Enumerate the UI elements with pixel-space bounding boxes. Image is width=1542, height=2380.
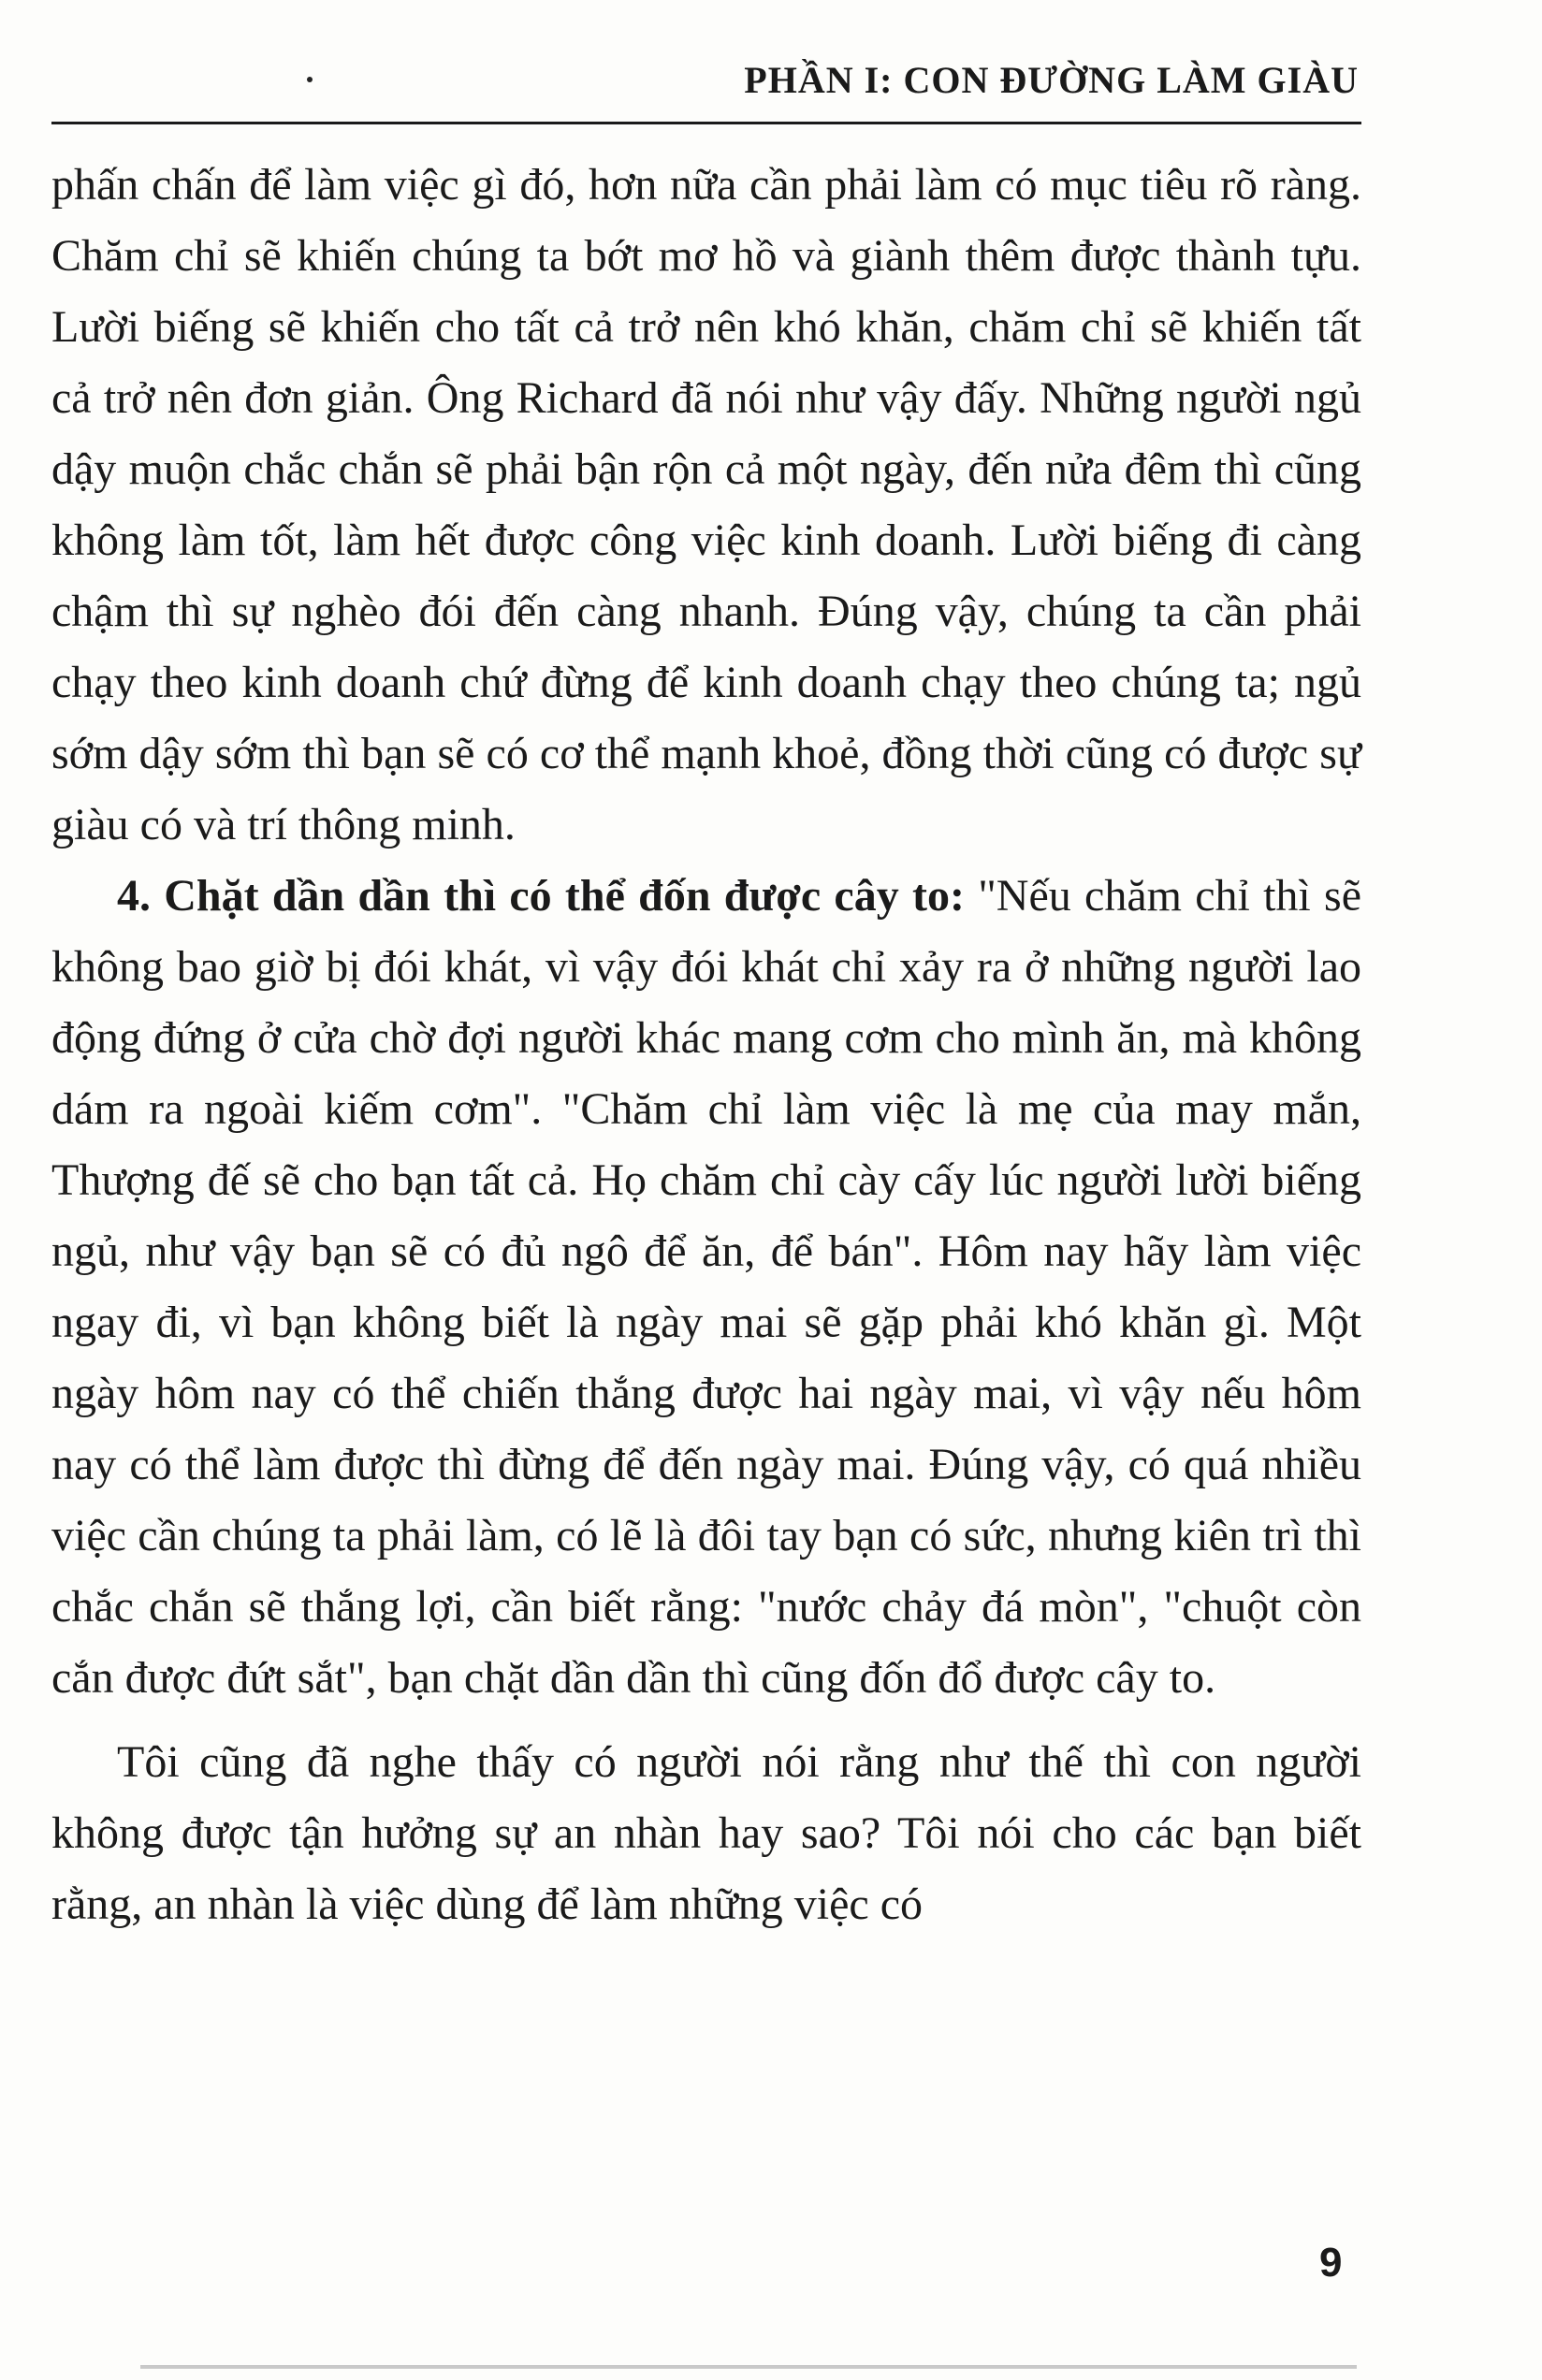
paragraph-2 bbox=[51, 861, 1361, 1714]
body-text bbox=[51, 150, 1361, 1940]
page-number: 9 bbox=[1319, 2240, 1343, 2286]
paragraph-2-body: "Nếu chăm chỉ thì sẽ không bao giờ bị đói khát, vì vậy đói khát chỉ xảy ra ở những người lao động đứng ở cửa chờ đợi người khác mang cơm cho mình ăn, mà không dám ra ngoài kiếm cơm". "Chăm chỉ làm việc là mẹ của may mắn, Thượng đế sẽ cho bạn tất cả. Họ chăm chỉ cày cấy lúc người lười biếng ngủ, như vậy bạn sẽ có đủ ngô để ăn, để bán". Hôm nay hãy làm việc ngay đi, vì bạn không biết là ngày mai sẽ gặp phải khó khăn gì. Một ngày hôm nay có thể chiến thắng được hai ngày mai, vì vậy nếu hôm nay có thể làm được thì đừng để đến ngày mai. Đúng vậy, có quá nhiều việc cần chúng ta phải làm, có lẽ là đôi tay bạn có sức, nhưng kiên trì thì chắc chắn sẽ thắng lợi, cần biết rằng: "nước chảy đá mòn", "chuột còn cắn được đứt sắt", bạn chặt dần dần thì cũng đốn đổ được cây to. bbox=[51, 871, 1361, 1703]
paragraph-1: phấn chấn để làm việc gì đó, hơn nữa cần phải làm có mục tiêu rõ ràng. Chăm chỉ sẽ khiến chúng ta bớt mơ hồ và giành thêm được thành tựu. Lười biếng sẽ khiến cho tất cả trở nên khó khăn, chăm chỉ sẽ khiến tất cả trở nên đơn giản. Ông Richard đã nói như vậy đấy. Những người ngủ dậy muộn chắc chắn sẽ phải bận rộn cả một ngày, đến nửa đêm thì cũng không làm tốt, làm hết được công việc kinh doanh. Lười biếng đi càng chậm thì sự nghèo đói đến càng nhanh. Đúng vậy, chúng ta cần phải chạy theo kinh doanh chứ đừng để kinh doanh chạy theo chúng ta; ngủ sớm dậy sớm thì bạn sẽ có cơ thể mạnh khoẻ, đồng thời cũng có được sự giàu có và trí thông minh. bbox=[51, 160, 1361, 849]
header-dot-mark bbox=[307, 77, 313, 82]
running-head: PHẦN I: CON ĐƯỜNG LÀM GIÀU bbox=[744, 59, 1359, 101]
page-bottom-edge bbox=[140, 2365, 1357, 2369]
paragraph-2-lead-in: 4. Chặt dần dần thì có thể đốn được cây to: bbox=[117, 871, 965, 921]
paragraph-3: Tôi cũng đã nghe thấy có người nói rằng như thế thì con người không được tận hưởng sự an nhàn hay sao? Tôi nói cho các bạn biết rằng, an nhàn là việc dùng để làm những việc có bbox=[51, 1737, 1361, 1929]
header-rule bbox=[51, 122, 1361, 124]
